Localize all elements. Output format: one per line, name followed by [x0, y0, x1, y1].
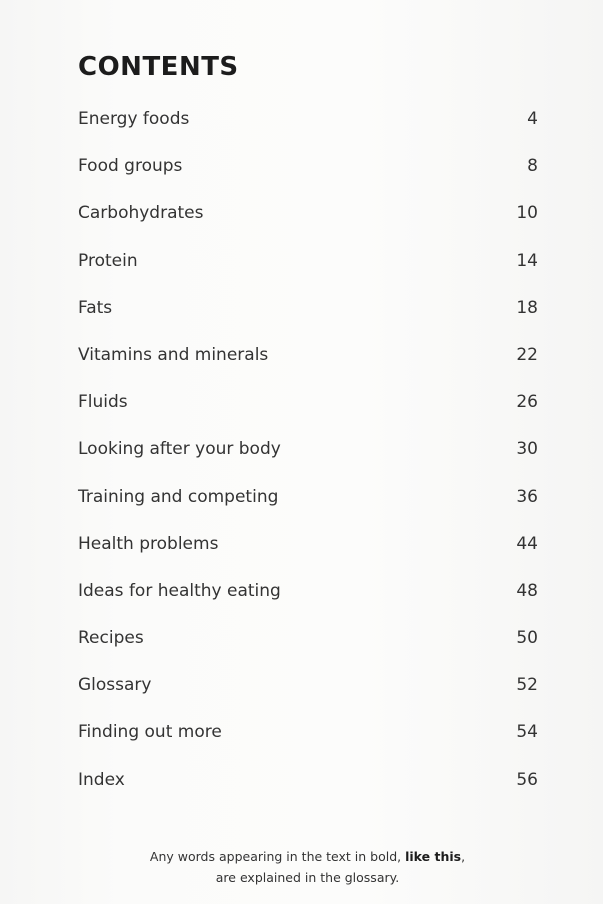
toc-entry-title: Recipes	[78, 628, 144, 649]
glossary-footnote	[0, 846, 603, 888]
toc-entry-page: 8	[527, 156, 538, 177]
toc-entry-page: 26	[516, 392, 538, 413]
toc-entry[interactable]	[78, 427, 538, 474]
toc-entry-title: Fats	[78, 297, 113, 318]
toc-entry[interactable]	[78, 616, 538, 663]
toc-entry-page: 44	[516, 533, 538, 554]
footnote-text-after: ,	[461, 849, 466, 864]
toc-entry-page: 4	[527, 109, 538, 129]
footnote-line-2: are explained in the glossary.	[215, 870, 400, 885]
toc-entry[interactable]	[78, 758, 538, 805]
toc-entry-page: 10	[516, 203, 538, 224]
toc-entry[interactable]	[78, 333, 538, 380]
toc-entry-title: Ideas for healthy eating	[78, 580, 281, 601]
toc-entry[interactable]	[78, 286, 538, 333]
contents-heading: CONTENTS	[78, 52, 239, 82]
toc-entry-title: Glossary	[78, 675, 152, 696]
footnote-text-before: Any words appearing in the text in bold,	[149, 849, 406, 864]
toc-entry-page: 36	[516, 486, 538, 507]
toc-entry[interactable]	[78, 239, 538, 286]
table-of-contents	[78, 97, 538, 805]
toc-entry-page: 54	[516, 722, 538, 743]
toc-entry[interactable]	[78, 475, 538, 522]
toc-entry-title: Fluids	[78, 392, 128, 413]
toc-entry[interactable]	[78, 522, 538, 569]
toc-entry-title: Index	[78, 769, 125, 790]
toc-entry[interactable]	[78, 710, 538, 757]
toc-entry[interactable]	[78, 97, 538, 144]
toc-entry-title: Vitamins and minerals	[78, 344, 269, 365]
toc-entry-page: 50	[516, 628, 538, 649]
toc-entry-page: 30	[516, 439, 538, 460]
toc-entry[interactable]	[78, 191, 538, 238]
toc-entry-page: 56	[516, 769, 538, 790]
toc-entry-title: Energy foods	[78, 109, 190, 129]
toc-entry-title: Training and competing	[78, 486, 279, 507]
footnote-line-1	[0, 846, 603, 867]
toc-entry-page: 52	[516, 675, 538, 696]
toc-entry-title: Protein	[78, 250, 138, 271]
toc-entry[interactable]	[78, 144, 538, 191]
footnote-bold-example: like this	[405, 849, 462, 864]
toc-entry-page: 14	[516, 250, 538, 271]
toc-entry-page: 48	[516, 580, 538, 601]
toc-entry-page: 22	[516, 344, 538, 365]
toc-entry[interactable]	[78, 663, 538, 710]
toc-entry[interactable]	[78, 569, 538, 616]
toc-entry[interactable]	[78, 380, 538, 427]
toc-entry-title: Food groups	[78, 156, 183, 177]
toc-entry-title: Health problems	[78, 533, 219, 554]
toc-entry-title: Finding out more	[78, 722, 222, 743]
toc-entry-page: 18	[516, 297, 538, 318]
toc-entry-title: Carbohydrates	[78, 203, 204, 224]
toc-entry-title: Looking after your body	[78, 439, 281, 460]
